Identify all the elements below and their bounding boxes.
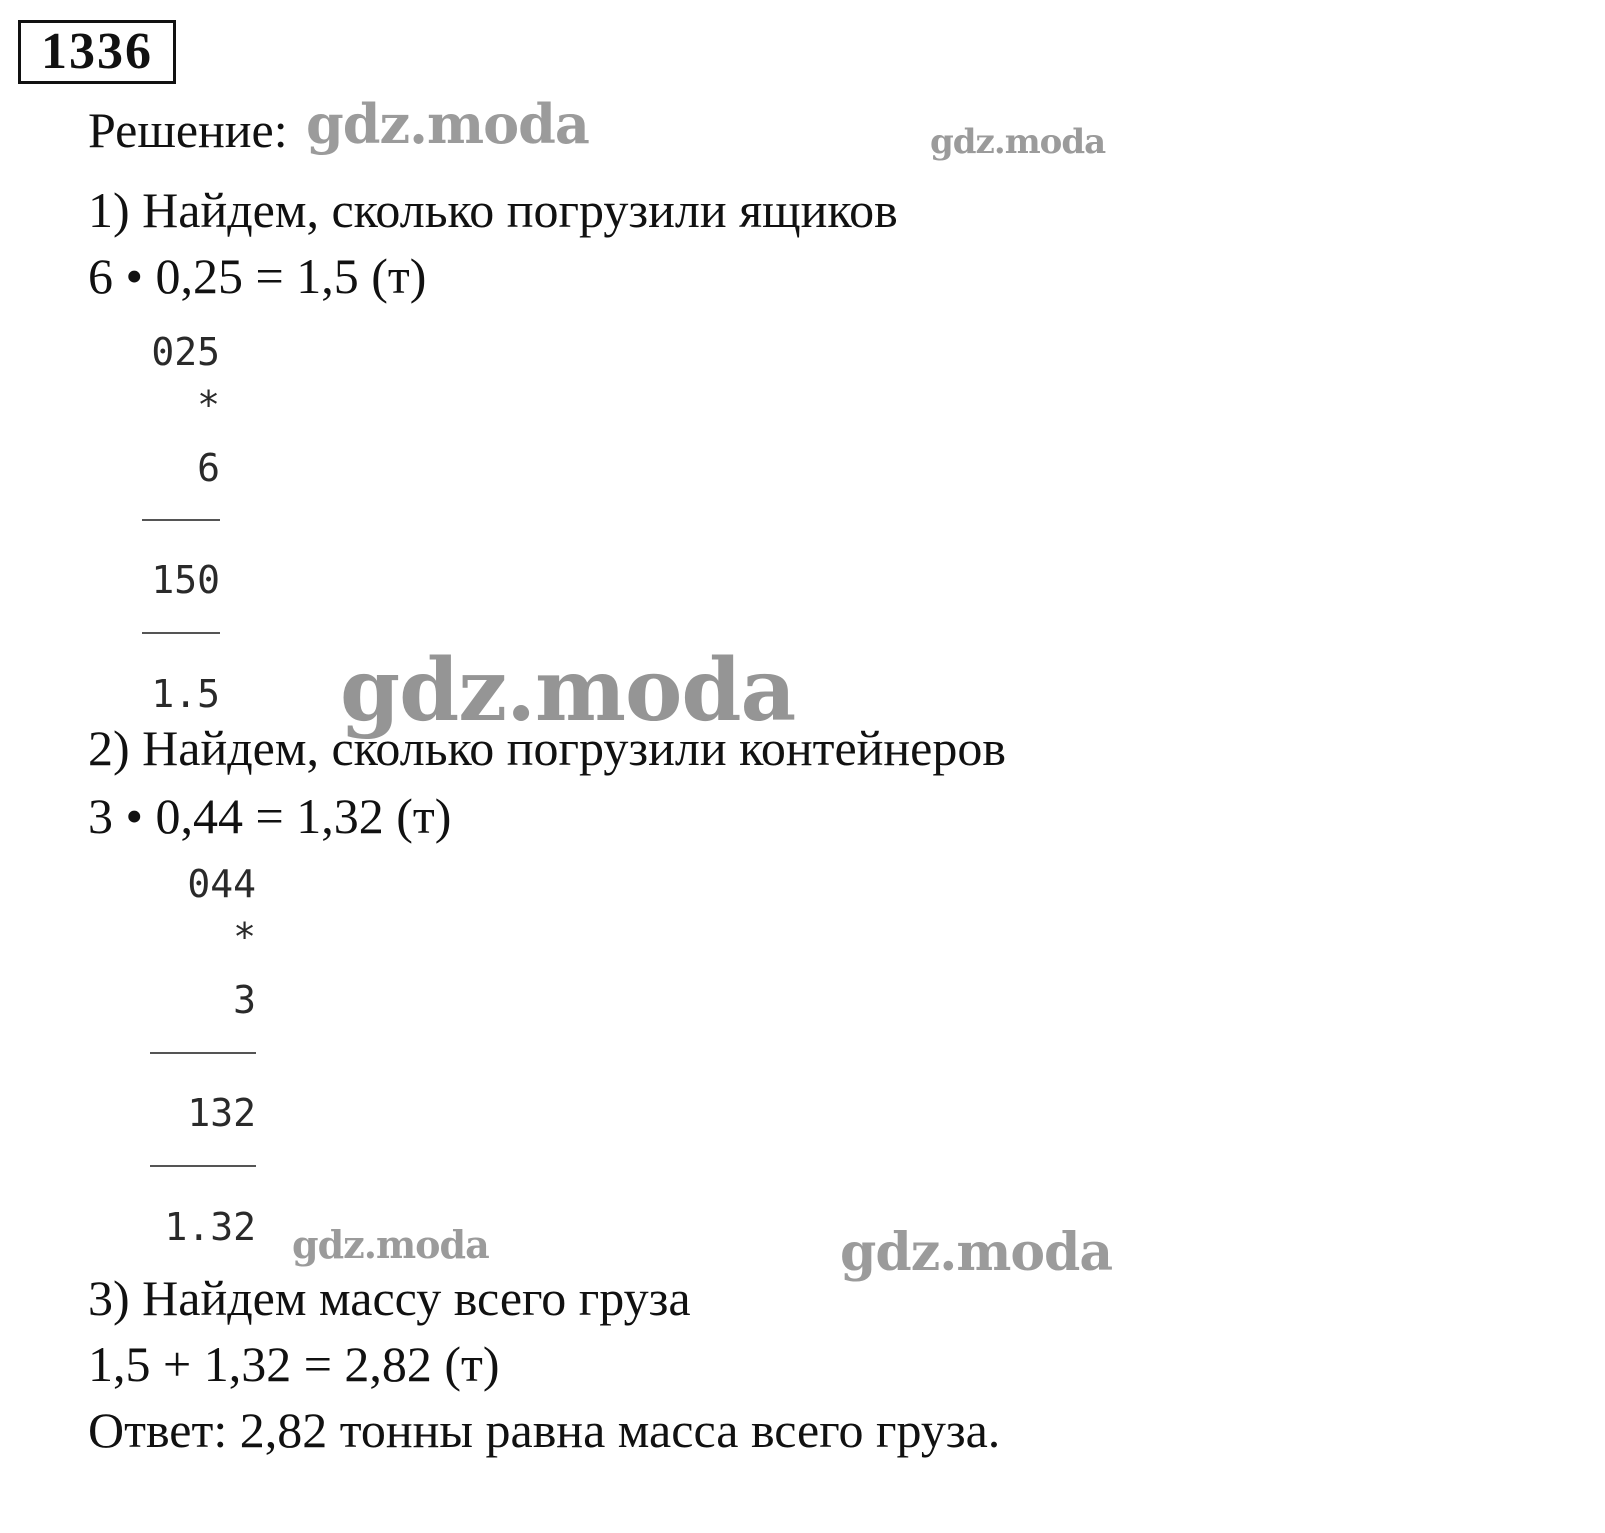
step-1-column-operator: * (197, 383, 220, 427)
answer-line: Ответ: 2,82 тонны равна масса всего груза. (88, 1402, 1001, 1458)
step-1-column-result: 1.5 (151, 672, 220, 716)
step-1-title: 1) Найдем, сколько погрузили ящиков (88, 182, 898, 238)
step-1-column-partial: 150 (151, 558, 220, 602)
step-2-column-top: 044 (187, 862, 256, 906)
step-1-column-rule-1 (142, 519, 220, 521)
task-number: 1336 (18, 20, 176, 84)
step-2-column-multiplier: 3 (233, 978, 256, 1022)
step-1-column-multiplier: 6 (197, 446, 220, 490)
solution-heading: Решение: (88, 102, 288, 158)
step-2-column-rule-1 (150, 1052, 256, 1054)
step-3-title: 3) Найдем массу всего груза (88, 1270, 691, 1326)
step-2-column-partial: 132 (187, 1091, 256, 1135)
watermark-logo: gdz.moda (840, 1222, 1113, 1283)
step-2-column-result: 1.32 (164, 1205, 256, 1249)
watermark-logo: gdz.moda (292, 1222, 489, 1267)
step-3-equation: 1,5 + 1,32 = 2,82 (т) (88, 1336, 500, 1392)
watermark-logo: gdz.moda (930, 122, 1106, 162)
step-2-column-rule-2 (150, 1165, 256, 1167)
step-1-column-top: 025 (151, 330, 220, 374)
step-2-column-operator: * (233, 915, 256, 959)
watermark-logo: gdz.moda (340, 640, 796, 741)
step-2-title: 2) Найдем, сколько погрузили контейнеров (88, 720, 1006, 776)
step-1-column-rule-2 (142, 632, 220, 634)
step-1-equation: 6 • 0,25 = 1,5 (т) (88, 248, 427, 304)
step-2-equation: 3 • 0,44 = 1,32 (т) (88, 788, 452, 844)
watermark-logo: gdz.moda (306, 92, 589, 156)
